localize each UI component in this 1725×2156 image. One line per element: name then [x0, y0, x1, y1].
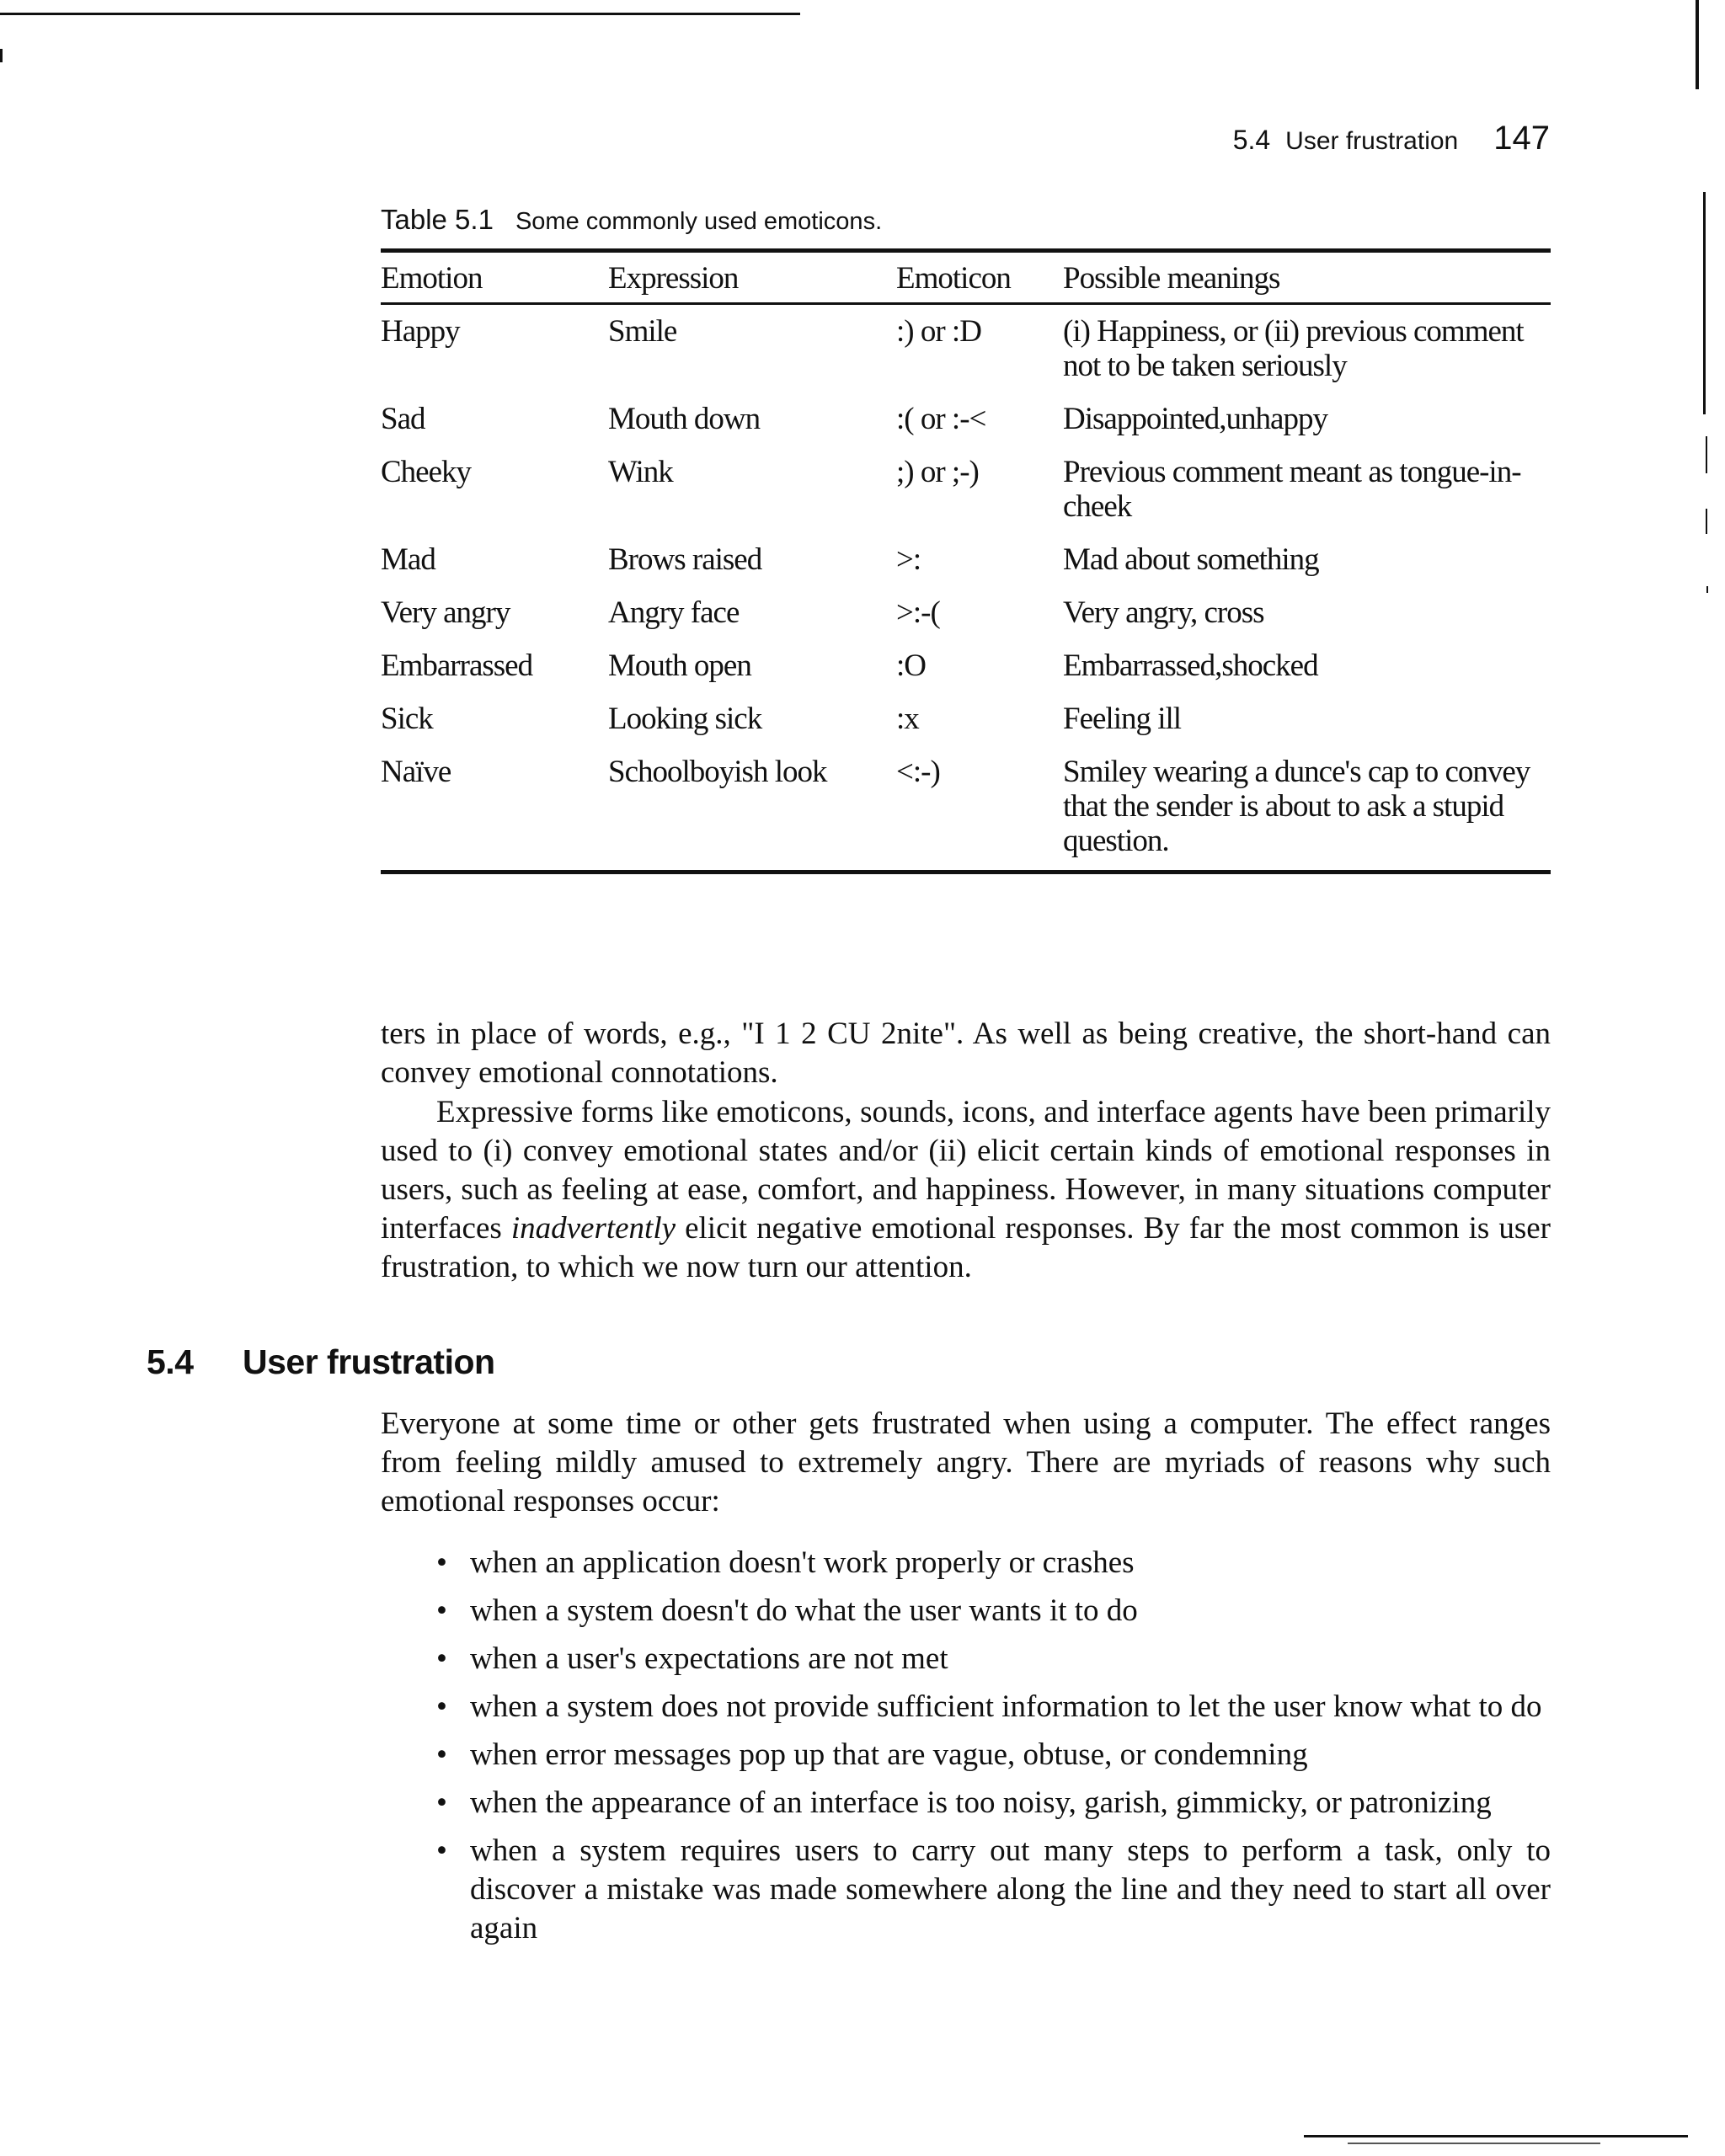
expression-cell: Brows raised [608, 542, 762, 577]
bullet-icon: • [436, 1641, 447, 1676]
list-item [436, 1592, 1551, 1630]
emphasized-word: inadvertently [510, 1211, 676, 1246]
list-item-text: when error messages pop up that are vague, obtuse, or condemning [470, 1737, 1308, 1772]
page-number: 147 [1493, 120, 1550, 157]
list-item [436, 1784, 1551, 1822]
running-header-section: 5.4 [1232, 125, 1271, 155]
table-row [381, 392, 1551, 446]
list-item [436, 1736, 1551, 1774]
table-row [381, 745, 1551, 873]
emotion-cell: Very angry [381, 595, 510, 630]
expression-cell: Schoolboyish look [608, 755, 827, 789]
table-row [381, 639, 1551, 692]
table-caption [381, 204, 882, 236]
list-item [436, 1544, 1551, 1582]
emoticon-cell: :( or :-< [896, 402, 986, 436]
meaning-cell: Mad about something [1063, 542, 1319, 577]
meaning-cell: (i) Happiness, or (ii) previous comment not to be taken seriously [1063, 314, 1524, 383]
list-item-text: when a system doesn't do what the user wants it to do [470, 1593, 1138, 1628]
table-row [381, 533, 1551, 586]
table-row [381, 446, 1551, 533]
frustration-reasons-list [436, 1544, 1551, 1957]
left-edge-mark [0, 49, 3, 62]
right-edge-mark [1706, 509, 1707, 534]
right-edge-mark [1703, 192, 1706, 414]
emotion-cell: Cheeky [381, 455, 472, 489]
table-caption-label: Table 5.1 [381, 204, 494, 235]
table-row [381, 692, 1551, 745]
paragraph-text: elicit negative emotional responses. By far the most common is user frustration, to which we now turn our attention. [381, 1211, 1551, 1284]
emoticon-cell: :O [896, 648, 926, 683]
bullet-icon: • [436, 1785, 447, 1820]
expression-cell: Mouth down [608, 402, 761, 436]
intro-paragraph: Everyone at some time or other gets frustrated when using a computer. The effect ranges from feeling mildly amused to extremely angry. There are myriads of reasons why such emotional responses occur: [381, 1406, 1551, 1518]
bullet-icon: • [436, 1689, 447, 1724]
right-edge-mark [1706, 586, 1708, 593]
emoticon-cell: ;) or ;-) [896, 455, 979, 489]
expression-cell: Smile [608, 314, 677, 349]
meaning-cell: Smiley wearing a dunce's cap to convey that the sender is about to ask a stupid question. [1063, 755, 1530, 858]
section-number: 5.4 [147, 1342, 194, 1381]
emoticon-table [381, 248, 1551, 874]
emotion-cell: Naïve [381, 755, 451, 789]
emotion-cell: Sad [381, 402, 425, 436]
expressive-forms-paragraph [381, 1093, 1551, 1287]
bullet-icon: • [436, 1833, 447, 1868]
expression-cell: Angry face [608, 595, 740, 630]
bullet-icon: • [436, 1545, 447, 1580]
bottom-edge-rule [1304, 2135, 1688, 2137]
bullet-icon: • [436, 1737, 447, 1772]
column-header-meanings: Possible meanings [1063, 261, 1280, 296]
bottom-edge-rule [1348, 2143, 1600, 2144]
section-title: User frustration [243, 1342, 495, 1381]
list-item [436, 1688, 1551, 1726]
emoticon-cell: :) or :D [896, 314, 981, 349]
right-edge-mark [1706, 436, 1707, 473]
list-item [436, 1640, 1551, 1678]
emoticon-cell: >: [896, 542, 921, 577]
meaning-cell: Very angry, cross [1063, 595, 1264, 630]
emotion-cell: Mad [381, 542, 435, 577]
expression-cell: Looking sick [608, 702, 762, 736]
emoticon-cell: >:-( [896, 595, 940, 630]
column-header-expression: Expression [608, 261, 739, 296]
list-item-text: when the appearance of an interface is too noisy, garish, gimmicky, or patronizing [470, 1785, 1492, 1820]
table-row [381, 304, 1551, 393]
list-item-text: when an application doesn't work properly or crashes [470, 1545, 1135, 1580]
list-item-text: when a system requires users to carry out many steps to perform a task, only to discover a mistake was made somewhere along the line and they need to start all over again [470, 1833, 1551, 1945]
emotion-cell: Sick [381, 702, 433, 736]
paragraph-text: Expressive forms like emoticons, sounds, icons, and interface agents have been primarily used to (i) convey emotional states and/or (ii) elicit certain kinds of emotional responses in users, such as feeling at ease, comfort, and happiness. However, in many situations computer interfaces [381, 1095, 1551, 1246]
section-heading [147, 1342, 495, 1382]
emotion-cell: Embarrassed [381, 648, 533, 683]
running-header [1233, 120, 1550, 157]
column-header-emotion: Emotion [381, 261, 483, 296]
table-header-row [381, 251, 1551, 304]
emotion-cell: Happy [381, 314, 460, 349]
top-edge-rule [0, 13, 800, 15]
table-row [381, 586, 1551, 639]
meaning-cell: Disappointed,unhappy [1063, 402, 1327, 436]
continuation-paragraph: ters in place of words, e.g., "I 1 2 CU 2nite". As well as being creative, the short-hand can convey emotional connotations. [381, 1017, 1551, 1090]
expression-cell: Wink [608, 455, 673, 489]
list-item [436, 1832, 1551, 1948]
meaning-cell: Embarrassed,shocked [1063, 648, 1318, 683]
emoticon-cell: :x [896, 702, 919, 736]
list-item-text: when a user's expectations are not met [470, 1641, 948, 1676]
emoticon-cell: <:-) [896, 755, 940, 789]
table-caption-text: Some commonly used emoticons. [515, 208, 883, 235]
expression-cell: Mouth open [608, 648, 751, 683]
right-edge-mark [1696, 0, 1699, 89]
meaning-cell: Previous comment meant as tongue-in-cheek [1063, 455, 1521, 524]
list-item-text: when a system does not provide sufficient information to let the user know what to do [470, 1689, 1542, 1724]
meaning-cell: Feeling ill [1063, 702, 1182, 736]
bullet-icon: • [436, 1593, 447, 1628]
running-header-title: User frustration [1285, 127, 1459, 155]
column-header-emoticon: Emoticon [896, 261, 1011, 296]
